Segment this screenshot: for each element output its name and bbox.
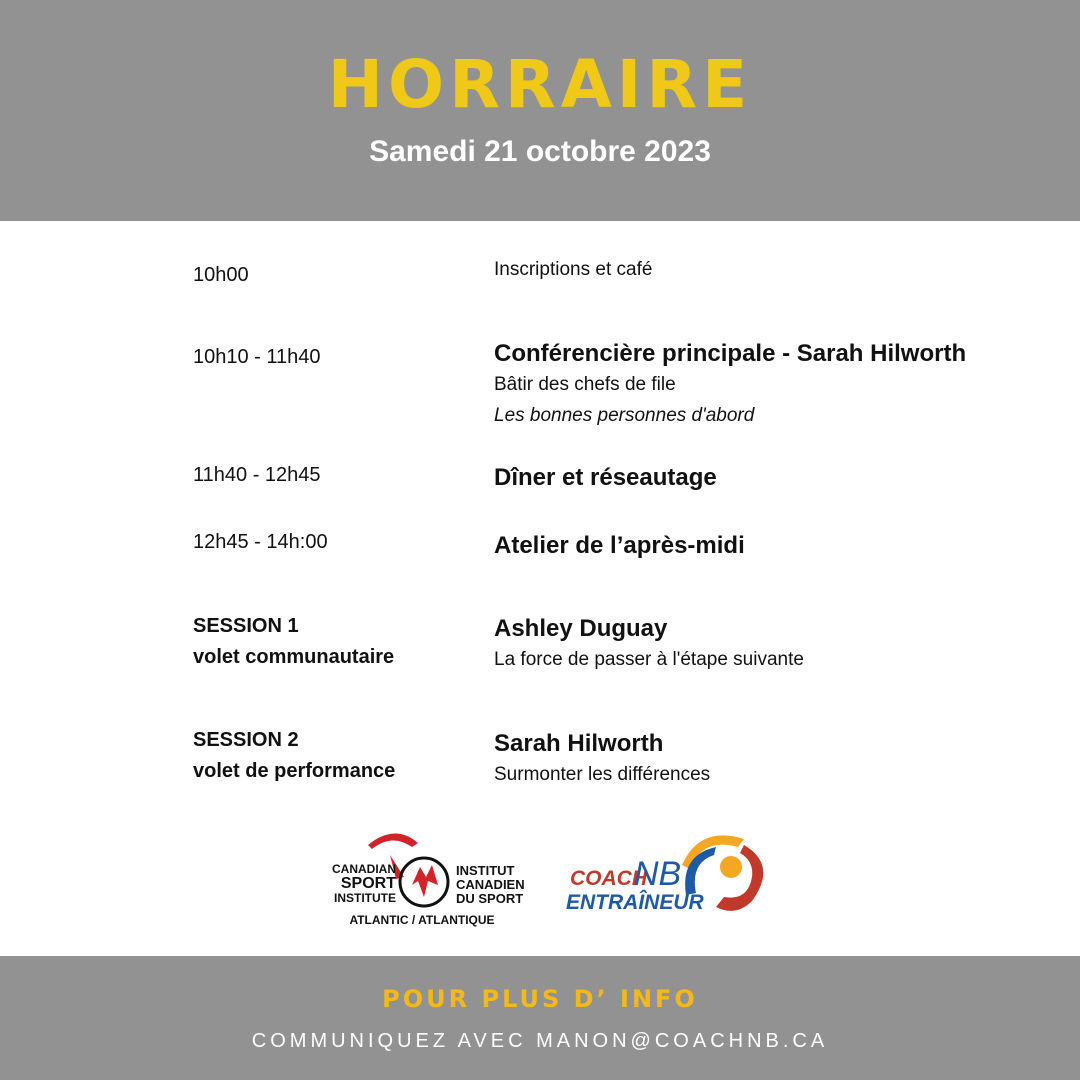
schedule-time: 11h40 - 12h45 <box>193 464 321 486</box>
schedule-item <box>494 254 652 285</box>
coachnb-logo <box>566 835 763 914</box>
csi-left-line: CANADIAN <box>332 862 396 876</box>
nb-word: NB <box>634 855 682 893</box>
session-track: volet communautaire <box>193 646 395 668</box>
session-label <box>193 611 394 673</box>
schedule-time: 12h45 - 14h:00 <box>193 531 328 553</box>
footer-contact: COMMUNIQUEZ AVEC MANON@COACHNB.CA <box>251 1030 829 1052</box>
coach-figure-icon <box>720 856 742 878</box>
coach-red-arc <box>716 845 763 911</box>
schedule-line: Bâtir des chefs de file <box>494 374 676 395</box>
session-number: SESSION 1 <box>193 615 299 637</box>
schedule-time: 10h10 - 11h40 <box>193 346 321 368</box>
schedule-title: Atelier de l’après-midi <box>494 532 745 559</box>
schedule-title: Sarah Hilworth <box>494 730 664 757</box>
partner-logos <box>0 825 1080 935</box>
csi-left-line: SPORT <box>340 875 396 892</box>
schedule-subline: Les bonnes personnes d'abord <box>494 405 755 426</box>
footer-band <box>0 956 1080 1080</box>
schedule-item <box>494 613 804 675</box>
csi-right-line: DU SPORT <box>456 891 524 906</box>
csi-right-line: CANADIEN <box>456 877 525 892</box>
page-title: HORRAIRE <box>327 46 753 123</box>
session-number: SESSION 2 <box>193 729 299 751</box>
event-date: Samedi 21 octobre 2023 <box>369 135 711 168</box>
coach-word: COACH <box>570 867 647 890</box>
csi-region: ATLANTIC / ATLANTIQUE <box>349 913 495 927</box>
schedule-title: Ashley Duguay <box>494 615 668 642</box>
schedule-line: Surmonter les différences <box>494 764 711 785</box>
schedule-line: La force de passer à l'étape suivante <box>494 649 804 670</box>
csi-left-line: INSTITUTE <box>334 891 396 905</box>
schedule-title: Dîner et réseautage <box>494 464 717 491</box>
maple-leaf-icon <box>412 865 438 897</box>
schedule-item <box>494 338 966 431</box>
session-track: volet de performance <box>193 760 396 782</box>
session-label <box>193 725 395 787</box>
schedule-item <box>494 530 745 561</box>
schedule-item <box>494 462 717 493</box>
entraineur-word: ENTRAÎNEUR <box>566 891 704 914</box>
schedule-time: 10h00 <box>193 264 249 286</box>
schedule-line: Inscriptions et café <box>494 259 653 280</box>
footer-heading: POUR PLUS D’ INFO <box>382 985 698 1013</box>
schedule-item <box>494 728 710 790</box>
schedule-title: Conférencière principale - Sarah Hilworth <box>494 340 967 367</box>
csi-right-line: INSTITUT <box>456 863 515 878</box>
csi-swoosh-icon <box>368 833 418 849</box>
csi-logo <box>332 833 525 927</box>
